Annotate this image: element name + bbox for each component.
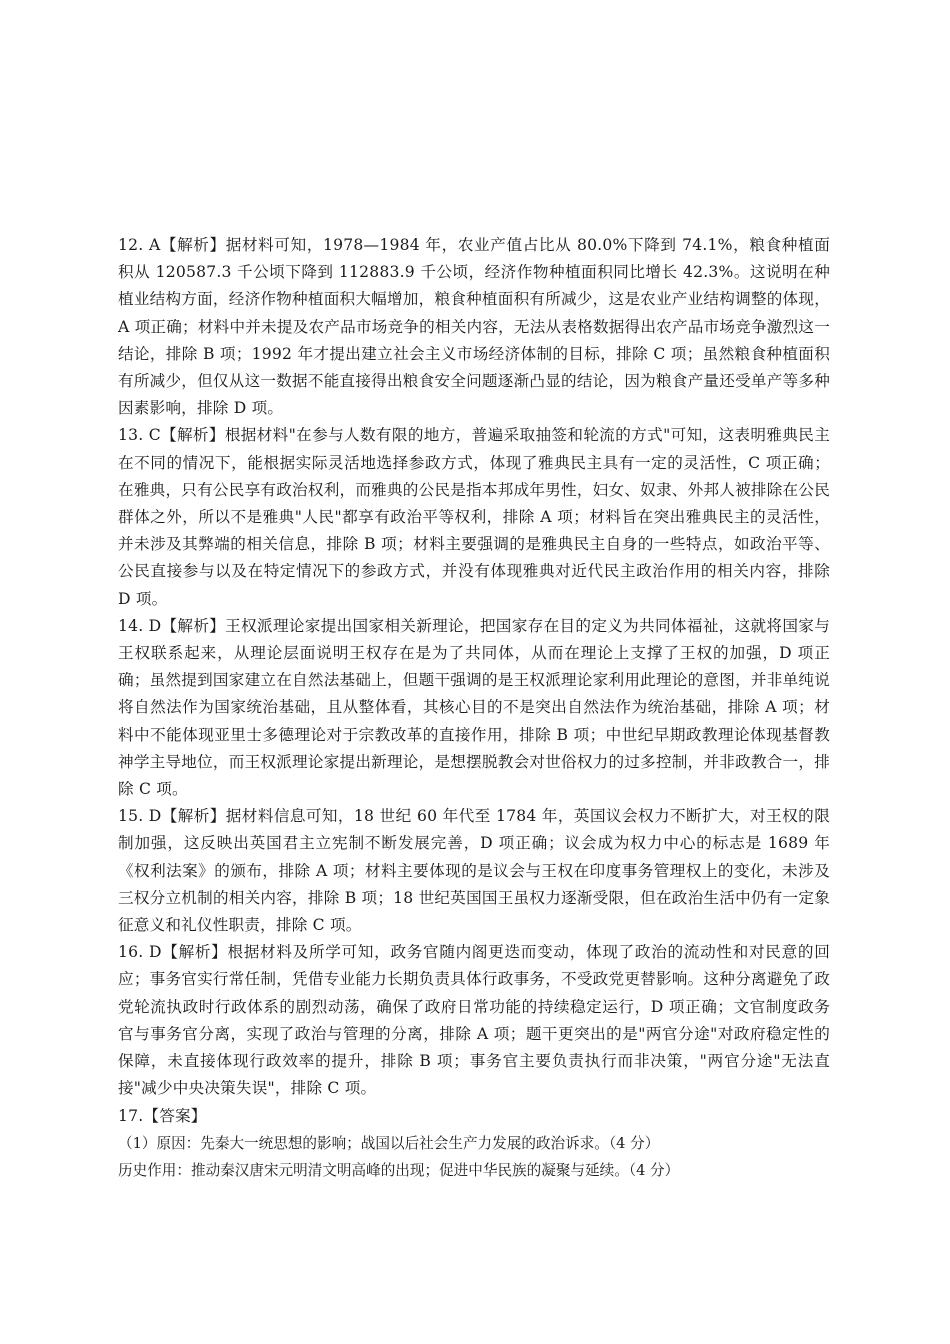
answer-15: 15. D【解析】据材料信息可知，18 世纪 60 年代至 1784 年，英国议会权力不断扩大，对王权的限制加强，这反映出英国君主立宪制不断发展完善，D 项正确；议会成为权力中心的标志是 1689 年《权利法案》的颁布，排除 A 项；材料主要体现的是议会与王权在印度事务管理权上的变化，未涉及三权分立机制的相关内容，排除 B 项；18 世纪英国国王虽权力逐渐受限，但在政治生活中仍有一定象征意义和礼仪性职责，排除 C 项。 [118, 807, 830, 935]
answer-12: 12. A【解析】据材料可知，1978—1984 年，农业产值占比从 80.0%下降到 74.1%，粮食种植面积从 120587.3 千公顷下降到 112883.9 千公顷，经济作物种植面积同比增长 42.3%。这说明在种植业结构方面，经济作物种植面积大幅增加，粮食种植面积有所减少，这是农业产业结构调整的体现，A 项正确；材料中并未提及农产品市场竞争的相关内容，无法从表格数据得出农产品市场竞争激烈这一结论，排除 B 项；1992 年才提出建立社会主义市场经济体制的目标，排除 C 项；虽然粮食种植面积有所减少，但仅从这一数据不能直接得出粮食安全问题逐渐凸显的结论，因为粮食产量还受单产等多种因素影响，排除 D 项。 [118, 236, 830, 418]
answer-16: 16. D【解析】根据材料及所学可知，政务官随内阁更迭而变动，体现了政治的流动性和对民意的回应；事务官实行常任制，凭借专业能力长期负责具体行政事务，不受政党更替影响。这种分离避免了政党轮流执政时行政体系的剧烈动荡，确保了政府日常功能的持续稳定运行，D 项正确；文官制度政务官与事务官分离，实现了政治与管理的分离，排除 A 项；题干更突出的是"两官分途"对政府稳定性的保障，未直接体现行政效率的提升，排除 B 项；事务官主要负责执行而非决策，"两官分途"无法直接"减少中央决策失误"，排除 C 项。 [118, 943, 830, 1098]
answer-17-line-1: （1）原因：先秦大一统思想的影响；战国以后社会生产力发展的政治诉求。（4 分） [118, 1134, 660, 1152]
answer-14: 14. D【解析】王权派理论家提出国家相关新理论，把国家存在目的定义为共同体福祉，这就将国家与王权联系起来，从理论层面说明王权存在是为了共同体，从而在理论上支撑了王权的加强，D 项正确；虽然提到国家建立在自然法基础上，但题干强调的是王权派理论家利用此理论的意图，并非单纯说将自然法作为国家统治基础，且从整体看，其核心目的不是突出自然法作为统治基础，排除 A 项；材料中不能体现亚里士多德理论对于宗教改革的直接作用，排除 B 项；中世纪早期政教理论体现基督教神学主导地位，而王权派理论家提出新理论，是想摆脱教会对世俗权力的过多控制，并非政教合一，排除 C 项。 [118, 616, 830, 799]
answer-17-heading: 17.【答案】 [118, 1106, 207, 1125]
answer-13: 13. C【解析】根据材料"在参与人数有限的地方，普遍采取抽签和轮流的方式"可知，这表明雅典民主在不同的情况下，能根据实际灵活地选择参政方式，体现了雅典民主具有一定的灵活性，C 项正确；在雅典，只有公民享有政治权利，而雅典的公民是指本邦成年男性，妇女、奴隶、外邦人被排除在公民群体之外，所以不是雅典"人民"都享有政治平等权利，排除 A 项；材料旨在突出雅典民主的灵活性，并未涉及其弊端的相关信息，排除 B 项；材料主要强调的是雅典民主自身的一些特点，如政治平等、公民直接参与以及在特定情况下的参政方式，并没有体现雅典对近代民主政治作用的相关内容，排除 D 项。 [118, 426, 830, 608]
answer-17-line-2: 历史作用：推动秦汉唐宋元明清文明高峰的出现；促进中华民族的凝聚与延续。（4 分） [118, 1161, 680, 1179]
answer-sheet-page [118, 232, 830, 1184]
